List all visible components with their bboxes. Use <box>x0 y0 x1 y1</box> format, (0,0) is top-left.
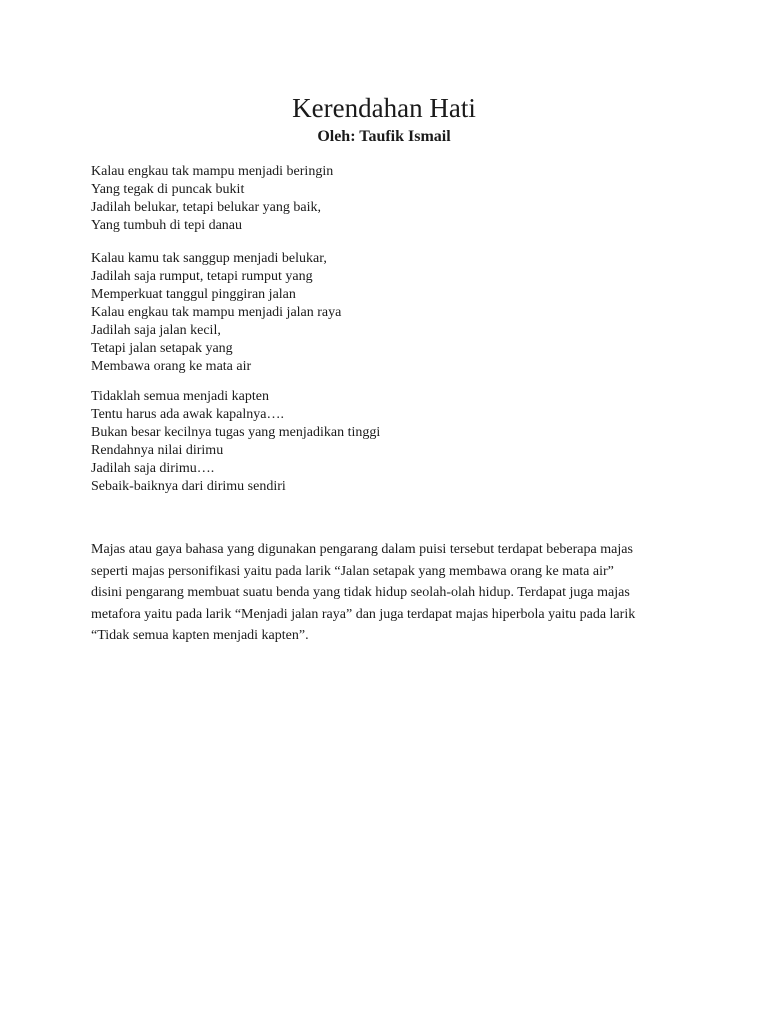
poem-line: Membawa orang ke mata air <box>91 359 252 374</box>
analysis-line: disini pengarang membuat suatu benda yang tidak hidup seolah-olah hidup. Terdapat juga majas <box>91 585 630 600</box>
analysis-line: seperti majas personifikasi yaitu pada larik “Jalan setapak yang membawa orang ke mata air” <box>91 563 614 579</box>
stanza-2 <box>91 250 691 376</box>
stanza-1 <box>91 163 691 235</box>
poem-line: Jadilah belukar, tetapi belukar yang baik, <box>91 200 321 215</box>
poem-line: Yang tumbuh di tepi danau <box>91 218 243 233</box>
poem-author: Oleh: Taufik Ismail <box>317 128 451 145</box>
poem-title: Kerendahan Hati <box>292 93 476 123</box>
poem-line: Yang tegak di puncak bukit <box>91 182 245 197</box>
poem-line: Kalau engkau tak mampu menjadi jalan raya <box>91 305 342 320</box>
analysis-line: Majas atau gaya bahasa yang digunakan pengarang dalam puisi tersebut terdapat beberapa majas <box>91 542 633 557</box>
stanza-3 <box>91 388 691 496</box>
poem-line: Rendahnya nilai dirimu <box>91 443 224 458</box>
poem-line: Jadilah saja rumput, tetapi rumput yang <box>91 269 313 284</box>
poem-line: Jadilah saja jalan kecil, <box>91 323 221 338</box>
poem-line: Kalau engkau tak mampu menjadi beringin <box>91 164 334 179</box>
analysis-line: “Tidak semua kapten menjadi kapten”. <box>91 628 309 643</box>
analysis-paragraph <box>91 539 691 647</box>
poem-line: Tentu harus ada awak kapalnya…. <box>91 407 284 422</box>
poem-line: Sebaik-baiknya dari dirimu sendiri <box>91 479 286 494</box>
poem-line: Jadilah saja dirimu…. <box>91 461 215 476</box>
poem-line: Bukan besar kecilnya tugas yang menjadikan tinggi <box>91 425 381 440</box>
poem-line: Tetapi jalan setapak yang <box>91 341 233 356</box>
poem-line: Memperkuat tanggul pinggiran jalan <box>91 287 296 302</box>
analysis-line: metafora yaitu pada larik “Menjadi jalan raya” dan juga terdapat majas hiperbola yaitu pada larik <box>91 606 636 622</box>
poem-line: Tidaklah semua menjadi kapten <box>91 389 269 404</box>
poem-line: Kalau kamu tak sanggup menjadi belukar, <box>91 251 327 266</box>
